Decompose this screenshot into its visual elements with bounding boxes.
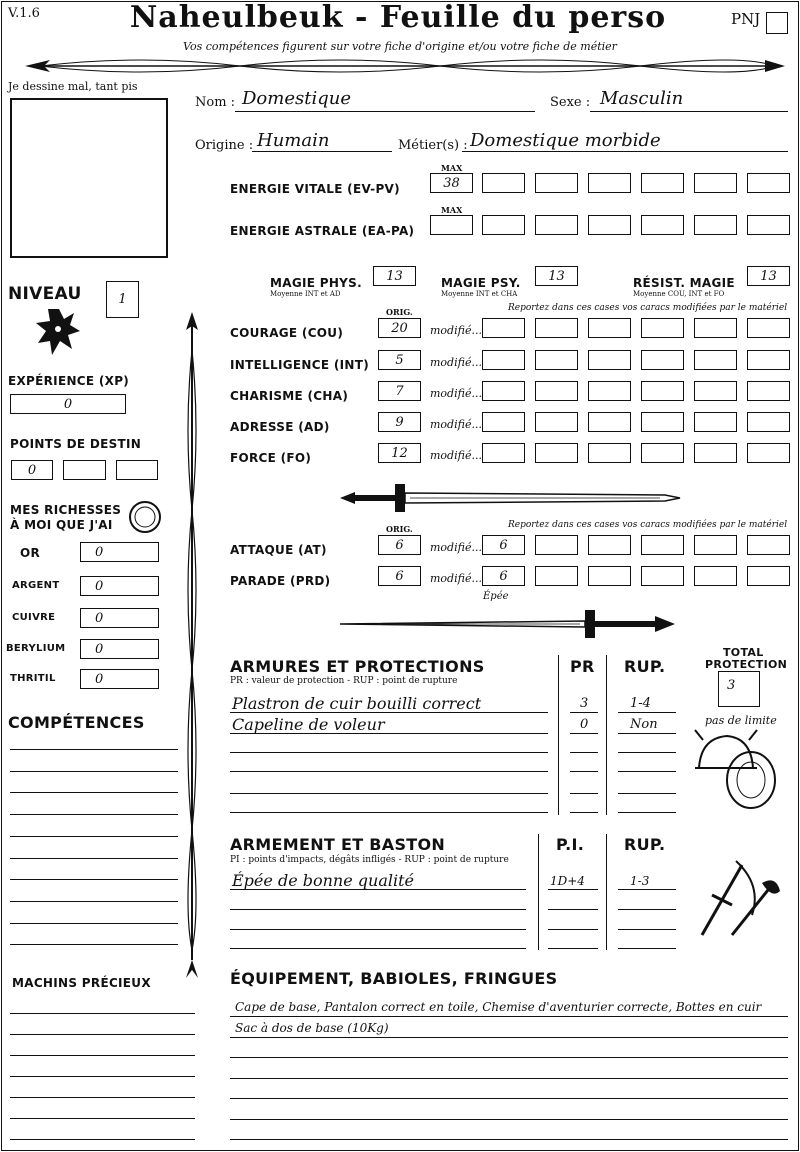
stat-mod-ad-5[interactable]: [694, 412, 737, 432]
destin-label: POINTS DE DESTIN: [10, 437, 142, 451]
magie-psy-label: MAGIE PSY.: [441, 276, 521, 290]
armure-rup-line[interactable]: [618, 733, 676, 734]
armure-pr-line[interactable]: [570, 793, 598, 794]
armure-rup-line[interactable]: [618, 752, 676, 753]
sheet-subtitle: Vos compétences figurent sur votre fiche d'origine et/ou votre fiche de métier: [183, 40, 617, 53]
money-label-cuivre: CUIVRE: [12, 612, 56, 623]
stat-mod-int-5[interactable]: [694, 350, 737, 370]
arme-pi-line[interactable]: [548, 889, 598, 890]
ea-box-3[interactable]: [588, 215, 631, 235]
stat-mod-fo-3[interactable]: [588, 443, 631, 463]
arme-pi-line[interactable]: [548, 929, 598, 930]
armure-pr-line[interactable]: [570, 712, 598, 713]
combat-mod-prd-4[interactable]: [641, 566, 684, 586]
arme-line[interactable]: [230, 948, 526, 949]
armement-col-sep-1: [538, 834, 539, 950]
stat-mod-ad-2[interactable]: [535, 412, 578, 432]
arme-line[interactable]: [230, 889, 526, 890]
combat-mod-at-4[interactable]: [641, 535, 684, 555]
armure-pr-line[interactable]: [570, 752, 598, 753]
combat-mod-prd-3[interactable]: [588, 566, 631, 586]
stat-mod-cou-3[interactable]: [588, 318, 631, 338]
armement-col-sep-2: [606, 834, 607, 950]
stat-modifie-ad: modifié...: [430, 418, 482, 431]
stat-orig-fo[interactable]: 12: [378, 443, 421, 463]
stat-orig-int[interactable]: 5: [378, 350, 421, 370]
helmet-shield-icon: [693, 728, 783, 812]
origine-line: [252, 151, 392, 152]
magie-phys-label: MAGIE PHYS.: [270, 276, 362, 290]
stat-mod-fo-5[interactable]: [694, 443, 737, 463]
money-box-thritil[interactable]: 0: [80, 669, 159, 689]
equipement-line[interactable]: [230, 1016, 788, 1017]
sexe-line: [590, 111, 788, 112]
money-label-berylium: BERYLIUM: [6, 643, 66, 654]
metier-label: Métier(s) :: [398, 138, 468, 153]
armures-title: ARMURES ET PROTECTIONS: [230, 657, 485, 676]
stat-mod-ad-6[interactable]: [747, 412, 790, 432]
competence-line[interactable]: [10, 879, 178, 880]
combat-label-prd: PARADE (PRD): [230, 574, 331, 588]
stat-mod-cha-4[interactable]: [641, 381, 684, 401]
armures-col-sep-1: [558, 655, 559, 815]
combat-note: Reportez dans ces cases vos caracs modifiées par le matériel: [508, 520, 788, 530]
armure-pr-line[interactable]: [570, 812, 598, 813]
ev-box-5[interactable]: [694, 173, 737, 193]
origine-value[interactable]: Humain: [257, 130, 330, 151]
arme-rup-line[interactable]: [618, 909, 676, 910]
combat-mod-at-3[interactable]: [588, 535, 631, 555]
armure-row-2-pr[interactable]: 0: [580, 717, 589, 732]
armure-line[interactable]: [230, 793, 548, 794]
equipement-line[interactable]: [230, 1098, 788, 1099]
combat-modifie-at: modifié...: [430, 541, 482, 554]
machin-line[interactable]: [10, 1013, 195, 1014]
ev-box-3[interactable]: [588, 173, 631, 193]
portrait-caption: Je dessine mal, tant pis: [8, 80, 138, 93]
equipement-line-1[interactable]: Cape de base, Pantalon correct en toile, Chemise d'aventurier correcte, Bottes en cuir: [235, 1000, 762, 1014]
money-box-argent[interactable]: 0: [80, 576, 159, 596]
armement-pi-header: P.I.: [556, 835, 585, 854]
arme-row-1-pi[interactable]: 1D+4: [550, 874, 585, 888]
destin-box-2[interactable]: [63, 460, 106, 480]
combat-orig-at[interactable]: 6: [378, 535, 421, 555]
armure-pr-line[interactable]: [570, 771, 598, 772]
equipement-title: ÉQUIPEMENT, BABIOLES, FRINGUES: [230, 969, 558, 988]
stat-mod-cou-2[interactable]: [535, 318, 578, 338]
magie-phys-box[interactable]: 13: [373, 266, 416, 286]
machin-line[interactable]: [10, 1118, 195, 1119]
armures-rup-header: RUP.: [624, 657, 666, 676]
stat-modifie-fo: modifié...: [430, 449, 482, 462]
pnj-label: PNJ: [731, 10, 761, 28]
stat-mod-int-3[interactable]: [588, 350, 631, 370]
combat-mod-at-1[interactable]: 6: [482, 535, 525, 555]
dragon-icon: [34, 305, 84, 363]
coin-icon: [128, 500, 162, 534]
stat-mod-ad-4[interactable]: [641, 412, 684, 432]
machin-line[interactable]: [10, 1055, 195, 1056]
magie-phys-sub: Moyenne INT et AD: [270, 290, 341, 298]
resist-magie-sub: Moyenne COU, INT et FO: [633, 290, 725, 298]
armure-row-2-rup[interactable]: Non: [630, 717, 658, 732]
ea-max-label: MAX: [441, 205, 463, 215]
armures-col-sep-2: [606, 655, 607, 815]
competence-line[interactable]: [10, 901, 178, 902]
competence-line[interactable]: [10, 814, 178, 815]
combat-mod-at-6[interactable]: [747, 535, 790, 555]
arme-rup-line[interactable]: [618, 948, 676, 949]
stat-modifie-int: modifié...: [430, 356, 482, 369]
armure-line[interactable]: [230, 712, 548, 713]
money-box-or[interactable]: 0: [80, 542, 159, 562]
combat-label-at: ATTAQUE (AT): [230, 543, 327, 557]
stat-mod-cha-6[interactable]: [747, 381, 790, 401]
money-label-or: OR: [20, 546, 41, 560]
xp-label: EXPÉRIENCE (XP): [8, 374, 130, 388]
competence-line[interactable]: [10, 792, 178, 793]
nom-value[interactable]: Domestique: [242, 88, 351, 109]
sword-ornament-2: [335, 606, 685, 642]
competence-line[interactable]: [10, 944, 178, 945]
stat-mod-int-4[interactable]: [641, 350, 684, 370]
money-label-argent: ARGENT: [12, 580, 60, 591]
money-box-berylium[interactable]: 0: [80, 639, 159, 659]
resist-magie-label: RÉSIST. MAGIE: [633, 276, 735, 290]
sexe-value[interactable]: Masculin: [600, 88, 684, 109]
ea-box-1[interactable]: [482, 215, 525, 235]
staff-ornament: [180, 310, 204, 985]
ea-box-6[interactable]: [747, 215, 790, 235]
equipement-line[interactable]: [230, 1057, 788, 1058]
equipement-line[interactable]: [230, 1139, 788, 1140]
richesses-label-2: À MOI QUE J'AI: [10, 518, 113, 532]
armure-rup-line[interactable]: [618, 771, 676, 772]
stat-mod-cha-2[interactable]: [535, 381, 578, 401]
combat-mod-prd-2[interactable]: [535, 566, 578, 586]
arme-row-1-name[interactable]: Épée de bonne qualité: [232, 871, 414, 890]
stat-orig-cou[interactable]: 20: [378, 318, 421, 338]
arme-pi-line[interactable]: [548, 948, 598, 949]
ea-box-2[interactable]: [535, 215, 578, 235]
stat-mod-cou-5[interactable]: [694, 318, 737, 338]
total-protection-label-2: PROTECTION: [705, 658, 788, 671]
metier-line: [462, 151, 788, 152]
stat-mod-cha-3[interactable]: [588, 381, 631, 401]
metier-value[interactable]: Domestique morbide: [470, 130, 661, 151]
arme-rup-line[interactable]: [618, 929, 676, 930]
combat-mod-prd-5[interactable]: [694, 566, 737, 586]
stat-mod-ad-3[interactable]: [588, 412, 631, 432]
ea-label: ENERGIE ASTRALE (EA-PA): [230, 224, 415, 238]
armure-line[interactable]: [230, 733, 548, 734]
armure-row-1-name[interactable]: Plastron de cuir bouilli correct: [232, 694, 482, 713]
origine-label: Origine :: [195, 138, 254, 153]
niveau-label: NIVEAU: [8, 284, 82, 304]
armure-row-1-pr[interactable]: 3: [580, 696, 589, 711]
header-arrow-ornament: [20, 54, 790, 80]
competence-line[interactable]: [10, 923, 178, 924]
ev-label: ENERGIE VITALE (EV-PV): [230, 182, 400, 196]
stat-mod-int-6[interactable]: [747, 350, 790, 370]
equipement-line-2[interactable]: Sac à dos de base (10Kg): [235, 1021, 389, 1035]
version-label: V.1.6: [8, 6, 40, 21]
magie-psy-sub: Moyenne INT et CHA: [441, 290, 518, 298]
stat-modifie-cha: modifié...: [430, 387, 482, 400]
machin-line[interactable]: [10, 1139, 195, 1140]
destin-box-3[interactable]: [116, 460, 158, 480]
machins-label: MACHINS PRÉCIEUX: [12, 976, 151, 990]
richesses-label-1: MES RICHESSES: [10, 503, 122, 517]
equipement-line[interactable]: [230, 1037, 788, 1038]
ev-box-1[interactable]: [482, 173, 525, 193]
stat-mod-fo-1[interactable]: [482, 443, 525, 463]
total-protection-box[interactable]: 3: [718, 671, 760, 707]
xp-box[interactable]: 0: [10, 394, 126, 414]
ev-box-4[interactable]: [641, 173, 684, 193]
machin-line[interactable]: [10, 1034, 195, 1035]
armure-line[interactable]: [230, 812, 548, 813]
arme-row-1-rup[interactable]: 1-3: [630, 874, 650, 888]
machin-line[interactable]: [10, 1076, 195, 1077]
stat-label-cou: COURAGE (COU): [230, 326, 344, 340]
sexe-label: Sexe :: [550, 95, 591, 110]
stat-mod-fo-6[interactable]: [747, 443, 790, 463]
money-box-cuivre[interactable]: 0: [80, 608, 159, 628]
combat-orig-prd[interactable]: 6: [378, 566, 421, 586]
competence-line[interactable]: [10, 749, 178, 750]
stat-orig-cha[interactable]: 7: [378, 381, 421, 401]
combat-mod-at-5[interactable]: [694, 535, 737, 555]
armure-rup-line[interactable]: [618, 712, 676, 713]
ev-max-box[interactable]: 38: [430, 173, 473, 193]
stat-mod-fo-4[interactable]: [641, 443, 684, 463]
stat-mod-cou-6[interactable]: [747, 318, 790, 338]
stat-mod-int-1[interactable]: [482, 350, 525, 370]
stat-label-ad: ADRESSE (AD): [230, 420, 330, 434]
stat-mod-cou-1[interactable]: [482, 318, 525, 338]
money-label-thritil: THRITIL: [10, 673, 56, 684]
ev-box-6[interactable]: [747, 173, 790, 193]
sword-ornament-1: [335, 480, 685, 516]
armure-row-2-name[interactable]: Capeline de voleur: [232, 715, 385, 734]
sheet-title: Naheulbeuk - Feuille du perso: [129, 0, 667, 35]
stat-mod-fo-2[interactable]: [535, 443, 578, 463]
armure-line[interactable]: [230, 771, 548, 772]
machin-line[interactable]: [10, 1097, 195, 1098]
ev-box-2[interactable]: [535, 173, 578, 193]
stats-orig-label: ORIG.: [386, 307, 413, 317]
competences-label: COMPÉTENCES: [8, 713, 145, 732]
nom-label: Nom :: [195, 95, 236, 110]
arme-line[interactable]: [230, 909, 526, 910]
stat-mod-cha-5[interactable]: [694, 381, 737, 401]
ea-box-5[interactable]: [694, 215, 737, 235]
armement-title: ARMEMENT ET BASTON: [230, 835, 446, 854]
armure-pr-line[interactable]: [570, 733, 598, 734]
stat-label-cha: CHARISME (CHA): [230, 389, 349, 403]
destin-box-1[interactable]: 0: [11, 460, 53, 480]
pas-de-limite: pas de limite: [705, 714, 777, 727]
stat-label-fo: FORCE (FO): [230, 451, 312, 465]
stat-mod-int-2[interactable]: [535, 350, 578, 370]
armement-rup-header: RUP.: [624, 835, 666, 854]
combat-modifie-prd: modifié...: [430, 572, 482, 585]
weapon-caption: Épée: [483, 591, 509, 602]
armure-line[interactable]: [230, 752, 548, 753]
ev-max-label: MAX: [441, 163, 463, 173]
combat-mod-prd-1[interactable]: 6: [482, 566, 525, 586]
arme-pi-line[interactable]: [548, 909, 598, 910]
ea-max-box[interactable]: [430, 215, 473, 235]
combat-mod-at-2[interactable]: [535, 535, 578, 555]
equipement-line[interactable]: [230, 1078, 788, 1079]
resist-magie-box[interactable]: 13: [747, 266, 790, 286]
stats-note: Reportez dans ces cases vos caracs modifiées par le matériel: [508, 303, 788, 313]
stat-mod-cou-4[interactable]: [641, 318, 684, 338]
equipement-line[interactable]: [230, 1119, 788, 1120]
total-protection-label-1: TOTAL: [723, 646, 764, 659]
stat-modifie-cou: modifié...: [430, 324, 482, 337]
stat-mod-ad-1[interactable]: [482, 412, 525, 432]
niveau-box[interactable]: 1: [106, 281, 139, 318]
stat-label-int: INTELLIGENCE (INT): [230, 358, 369, 372]
pnj-checkbox[interactable]: [766, 12, 788, 34]
magie-psy-box[interactable]: 13: [535, 266, 578, 286]
portrait-box[interactable]: [10, 98, 168, 258]
armures-pr-header: PR: [570, 657, 595, 676]
armures-sub: PR : valeur de protection - RUP : point de rupture: [230, 676, 458, 686]
armure-rup-line[interactable]: [618, 793, 676, 794]
combat-mod-prd-6[interactable]: [747, 566, 790, 586]
nom-line: [235, 111, 535, 112]
arme-rup-line[interactable]: [618, 889, 676, 890]
armure-rup-line[interactable]: [618, 812, 676, 813]
combat-orig-label: ORIG.: [386, 524, 413, 534]
arme-line[interactable]: [230, 929, 526, 930]
armement-sub: PI : points d'impacts, dégâts infligés - RUP : point de rupture: [230, 855, 509, 865]
competence-line[interactable]: [10, 836, 178, 837]
armure-row-1-rup[interactable]: 1-4: [630, 696, 651, 711]
stat-mod-cha-1[interactable]: [482, 381, 525, 401]
competence-line[interactable]: [10, 771, 178, 772]
weapons-icon: [692, 855, 782, 945]
competence-line[interactable]: [10, 858, 178, 859]
ea-box-4[interactable]: [641, 215, 684, 235]
stat-orig-ad[interactable]: 9: [378, 412, 421, 432]
